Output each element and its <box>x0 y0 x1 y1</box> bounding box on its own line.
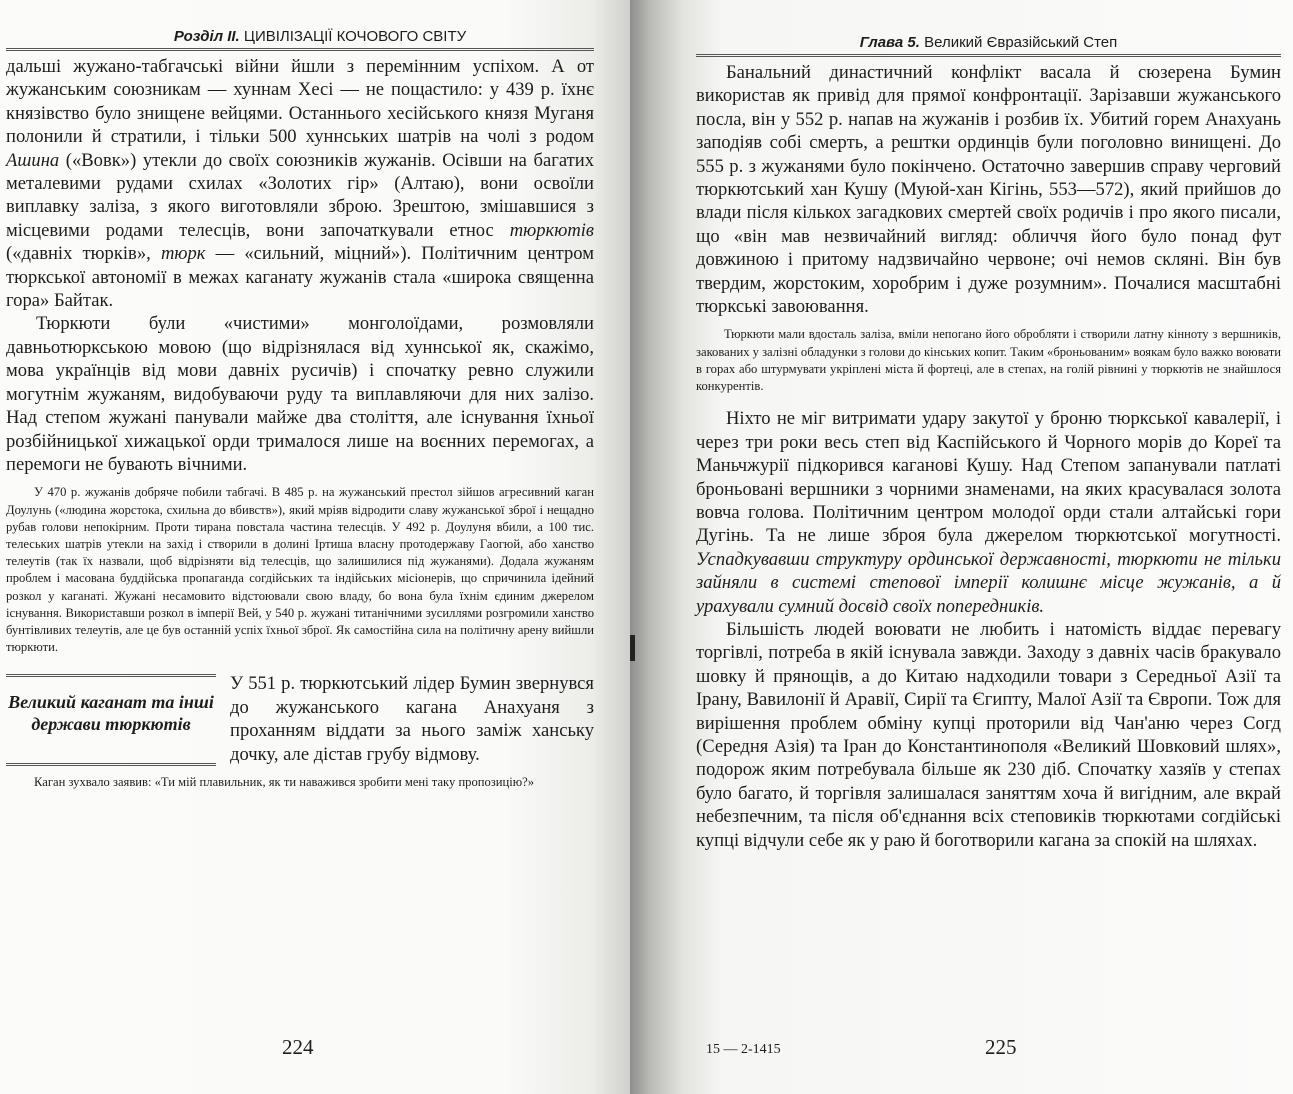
left-p1-italic-ashina: Ашина <box>6 149 60 171</box>
left-p1-text-b: («Вовк») утекли до своїх союзників жужанів. Осівши на багатих металевими рудами схилах «Золотих гір» (Алтаю), вони освоїли виплавку заліза, з якого виготовляли зброю. Зрештою, змішавшися з місцевими родами телесців, вони започаткували етнос <box>6 149 594 241</box>
left-small2-text: Каган зухвало заявив: «Ти мій плавильник, як ти наважився зробити мені таку пропозицію?» <box>34 774 535 789</box>
right-page-number: 225 <box>985 1035 1017 1059</box>
right-p3-text: Більшість людей воювати не любить і натомість віддає перевагу торгівлі, потреба в якій існувала завжди. Заходу з давніх часів бракувало шовку й прянощів, а до Китаю надходили товари з Середньої Азії та Ірану, Вавилонії й Аравії, Сирії та Єгипту, Малої Азії та Європи. Тож для вирішення проблем обміну купці проторили від Чан'аню через Согд (Середня Азія) та Іран до Константинополя «Великий Шовковий шлях», подорож яким потребувала більше як 230 діб. Спочатку хазяїв у степах було багато, й торгівля залишалася заняттям хоча й вигідним, але вкрай небезпечним, та після об'єднання всіх степовиків тюркютами согдійські купці відчули себе як у раю й боготворили кагана за спокій на шляхах. <box>696 618 1281 851</box>
left-running-header <box>6 28 594 51</box>
right-paragraph-2 <box>696 407 1281 618</box>
left-p1-italic-tiurk: тюрк <box>160 243 206 265</box>
left-header-title: ЦИВІЛІЗАЦІЇ КОЧОВОГО СВІТУ <box>243 28 467 45</box>
right-header-part: Глава 5. <box>859 34 920 51</box>
left-small-print-1 <box>6 484 594 656</box>
left-p1-italic-tiurkiuty: тюркютів <box>509 219 594 241</box>
section-title: Великий каганат та інші держави тюркютів <box>6 674 216 766</box>
gutter-mark <box>630 635 635 661</box>
right-paragraph-1 <box>696 61 1281 318</box>
right-paragraph-3 <box>696 618 1281 852</box>
section-paragraph: У 551 р. тюркютський лідер Бумин звернувся до жужанського кагана Анахуаня з проханням віддати за нього заміж ханську дочку, але дістав грубу відмову. <box>230 673 594 765</box>
right-small-print-1 <box>696 326 1281 395</box>
right-running-header <box>696 34 1281 57</box>
left-small1-text: У 470 р. жужанів добряче побили табгачі. В 485 р. на жужанський престол зійшов агресивний каган Доулунь («людина жорстока, схильна до вбивств»), який мріяв відродити славу жужанської зброї і нещадно рубав голови непокірним. Проти тирана повстала частина телесців. У 492 р. Доулуня вбили, а 100 тис. телеських шатрів утекли на захід і створили в долині Іртиша власну протодержаву Гаогюй, або ханство телеутів (так їх назвали, щоб відрізняти від телесців, що залишилися під жужанями). Додала жужаням проблем і масована буддійська пропаганда согдійських та індійських місіонерів, що спричинила ідейний розкол у каганаті. Жужані несамовито відстоювали свою владу, бо вона була їхнім єдиним джерелом існування. Використавши розкол в імперії Вей, у 540 р. жужані титанічними зусиллями розгромили ханство бунтівливих телеутів, але це був останній успіх їхньої зброї. Як самостійна сила на політичну арену вийшли тюркюти. <box>6 485 594 655</box>
left-page-number: 224 <box>282 1035 314 1059</box>
section-block <box>6 674 594 766</box>
left-paragraph-2 <box>6 312 594 476</box>
left-p1-text-a: дальші жужано-табгачські війни йшли з перемінним успіхом. А от жужанським союзникам — хуннам Хесі — не пощастило: у 439 р. їхнє князівство було знищене вейцями. Останнього хесійського князя Муганя полонили й стратили, і тільки 500 хуннських шатрів на чолі з родом <box>6 56 594 148</box>
right-p1-text: Банальний династичний конфлікт васала й сюзерена Бумин використав як привід для прямої конфронтації. Зарізавши жужанського посла, він у 552 р. напав на жужанів і розбив їх. Убитий горем Анахуань заподіяв собі смерть, а рештки ординців були поголовно винищені. До 555 р. з жужанями було покінчено. Остаточно завершив справу черговий тюркютський хан Кушу (Муюй-хан Кігінь, 553—572), який прийшов до влади після кількох загадкових смертей своїх родичів і про якого писали, що «він мав незвичайний вигляд: обличчя його було понад фут довжиною і притому надзвичайно червоне; очі немов скляні. Він був твердим, жорстоким, хоробрим і дуже розумним». Почалися масштабні тюркські завоювання. <box>696 62 1281 318</box>
right-p2-text: Ніхто не міг витримати удару закутої у броню тюркської кавалерії, і через три роки весь степ від Каспійського й Чорного морів до Кореї та Маньчжурії підкорився каганові Кушу. Над Степом запанували патлаті броньовані вершники з чорними знаменами, на яких красувалася золота вовча голова. Політичним центром молодої орди стали алтайські гори Дугінь. Та не лише зброя була джерелом тюркютської могутності. <box>696 408 1281 547</box>
left-paragraph-1 <box>6 55 594 312</box>
left-p2-text: Тюркюти були «чистими» монголоїдами, розмовляли давньотюркською мовою (що відрізнялася від хуннської як, скажімо, мова українців від мови давніх русичів) і спочатку ревно служили могутнім жужаням, видобуваючи руду та виплавляючи для них залізо. Над степом жужані панували майже два століття, але існування їхньої розбійницької хижацької орди трималося лише на воєнних перемогах, а перемоги не бувають вічними. <box>6 313 594 475</box>
left-page <box>0 0 630 1094</box>
right-page <box>630 0 1293 1094</box>
left-small-print-2 <box>6 774 594 791</box>
right-p2-italic: Успадкувавши структуру ординської державності, тюркюти не тільки зайняли в системі степової імперії колишнє місце жужанів, а й урахували сумний досвід своїх попередників. <box>696 548 1281 617</box>
section-body <box>230 674 594 766</box>
left-p1-text-c: («давніх тюрків», <box>6 243 161 265</box>
right-header-title: Великий Євразійський Степ <box>924 34 1118 51</box>
left-p1-text-d: — «сильний, міцний»). Політичним центром тюркської автономії в межах каганату жужанів стала «широка священна гора» Байтак. <box>6 243 594 312</box>
right-small1-text: Тюркюти мали вдосталь заліза, вміли непогано його обробляти і створили латну кінноту з вершників, закованих у залізні обладунки з голови до кінських копит. Таким «броньованим» воякам було важко воювати в горах або штурмувати укріплені міста й фортеці, але в степах, на голій рівнині у тюркютів не знайшлося конкурентів. <box>696 327 1281 394</box>
printer-signature: 15 — 2-1415 <box>706 1042 781 1057</box>
left-header-part: Розділ ІІ. <box>173 28 240 45</box>
